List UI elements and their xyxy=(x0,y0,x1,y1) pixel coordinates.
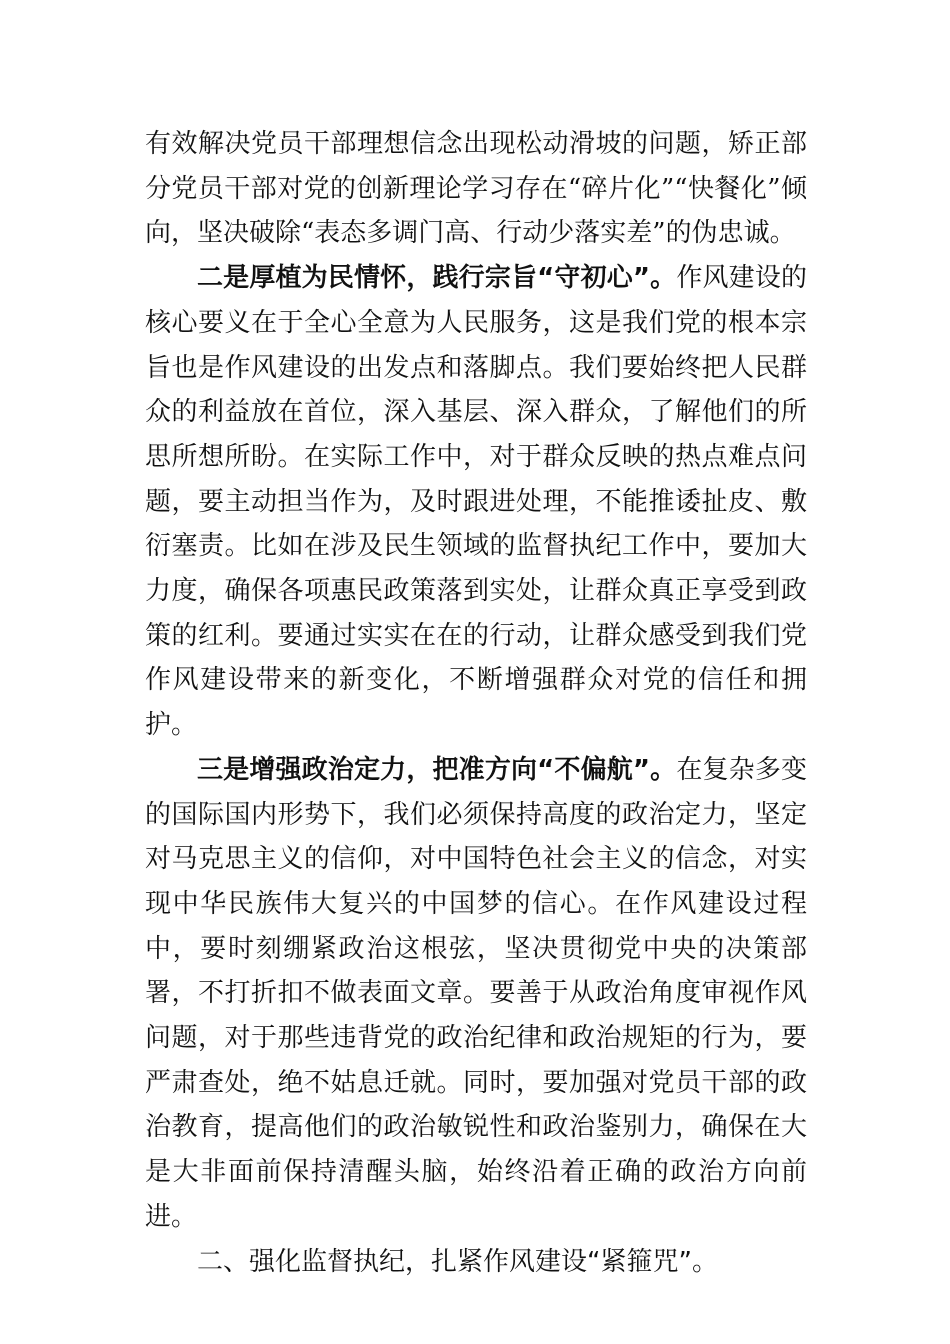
paragraph-text: 有效解决党员干部理想信念出现松动滑坡的问题，矫正部分党员干部对党的创新理论学习存在“碎片化”“快餐化”倾向，坚决破除“表态多调门高、行动少落实差”的伪忠诚。 xyxy=(145,129,807,249)
paragraph-point-two xyxy=(145,256,807,748)
paragraph-continued xyxy=(145,122,807,256)
paragraph-point-three xyxy=(145,748,807,1240)
paragraph-lead-bold: 三是增强政治定力，把准方向“不偏航”。 xyxy=(197,754,677,785)
paragraph-text: 作风建设的核心要义在于全心全意为人民服务，这是我们党的根本宗旨也是作风建设的出发点和落脚点。我们要始终把人民群众的利益放在首位，深入基层、深入群众，了解他们的所思所想所盼。在实际工作中，对于群众反映的热点难点问题，要主动担当作为，及时跟进处理，不能推诿扯皮、敷衍塞责。比如在涉及民生领域的监督执纪工作中，要加大力度，确保各项惠民政策落到实处，让群众真正享受到政策的红利。要通过实实在在的行动，让群众感受到我们党作风建设带来的新变化，不断增强群众对党的信任和拥护。 xyxy=(145,263,807,741)
paragraph-lead-bold: 二是厚植为民情怀，践行宗旨“守初心”。 xyxy=(197,263,677,294)
document-body xyxy=(145,122,807,1284)
section-heading: 二、强化监督执纪，扎紧作风建设“紧箍咒”。 xyxy=(197,1246,718,1277)
paragraph-text: 在复杂多变的国际国内形势下，我们必须保持高度的政治定力，坚定对马克思主义的信仰，对中国特色社会主义的信念，对实现中华民族伟大复兴的中国梦的信心。在作风建设过程中，要时刻绷紧政治这根弦，坚决贯彻党中央的决策部署，不打折扣不做表面文章。要善于从政治角度审视作风问题，对于那些违背党的政治纪律和政治规矩的行为，要严肃查处，绝不姑息迁就。同时，要加强对党员干部的政治教育，提高他们的政治敏锐性和政治鉴别力，确保在大是大非面前保持清醒头脑，始终沿着正确的政治方向前进。 xyxy=(145,754,807,1232)
